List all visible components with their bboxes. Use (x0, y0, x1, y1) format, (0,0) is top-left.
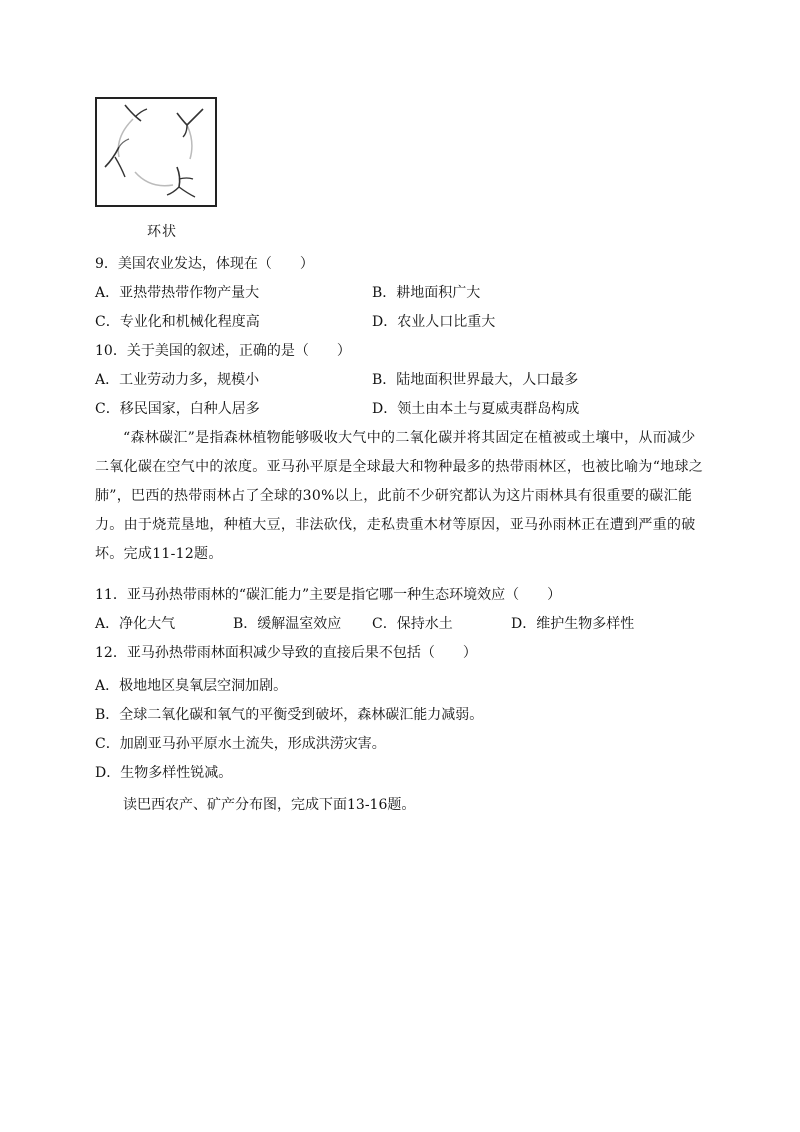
question-11-option-b: B．缓解温室效应 (233, 616, 342, 632)
ring-pattern-figure (95, 97, 217, 207)
question-9-option-c: C．专业化和机械化程度高 (95, 314, 260, 330)
question-12-stem: 12．亚马孙热带雨林面积减少导致的直接后果不包括（ ） (95, 645, 477, 661)
question-11-option-a: A．净化大气 (95, 616, 176, 632)
question-12-option-a: A．极地地区臭氧层空洞加剧。 (95, 678, 288, 694)
question-9-option-a: A．亚热带热带作物产量大 (95, 285, 260, 301)
question-9-option-d: D．农业人口比重大 (372, 314, 496, 330)
ring-pattern-diagram (95, 97, 217, 207)
question-10-option-d: D．领土由本土与夏威夷群岛构成 (372, 401, 580, 417)
question-10-stem: 10．关于美国的叙述，正确的是（ ） (95, 343, 351, 359)
question-9-stem: 9．美国农业发达，体现在（ ） (95, 256, 314, 272)
reading-passage: “森林碳汇”是指森林植物能够吸收大气中的二氧化碳并将其固定在植被或土壤中，从而减少二氧化碳在空气中的浓度。亚马孙平原是全球最大和物种最多的热带雨林区，也被比喻为“地球之肺”，巴西的热带雨林占了全球的30%以上，此前不少研究都认为这片雨林具有很重要的碳汇能力。由于烧荒垦地，种植大豆，非法砍伐，走私贵重木材等原因，亚马孙雨林正在遭到严重的破坏。完成11-12题。 (95, 430, 704, 562)
question-12-option-c: C．加剧亚马孙平原水土流失，形成洪涝灾害。 (95, 736, 386, 752)
question-10-option-a: A．工业劳动力多，规模小 (95, 372, 260, 388)
question-12-option-d: D．生物多样性锐减。 (95, 765, 233, 781)
question-11-option-d: D．维护生物多样性 (511, 616, 635, 632)
questions-13-16-intro: 读巴西农产、矿产分布图，完成下面13-16题。 (123, 797, 416, 813)
question-10-option-b: B．陆地面积世界最大，人口最多 (372, 372, 579, 388)
question-10-option-c: C．移民国家，白种人居多 (95, 401, 260, 417)
figure-caption: 环状 (147, 224, 177, 240)
question-12-option-b: B．全球二氧化碳和氧气的平衡受到破坏，森林碳汇能力减弱。 (95, 707, 484, 723)
question-11-option-c: C．保持水土 (372, 616, 453, 632)
question-11-stem: 11．亚马孙热带雨林的“碳汇能力”主要是指它哪一种生态环境效应（ ） (95, 587, 562, 603)
question-9-option-b: B．耕地面积广大 (372, 285, 481, 301)
